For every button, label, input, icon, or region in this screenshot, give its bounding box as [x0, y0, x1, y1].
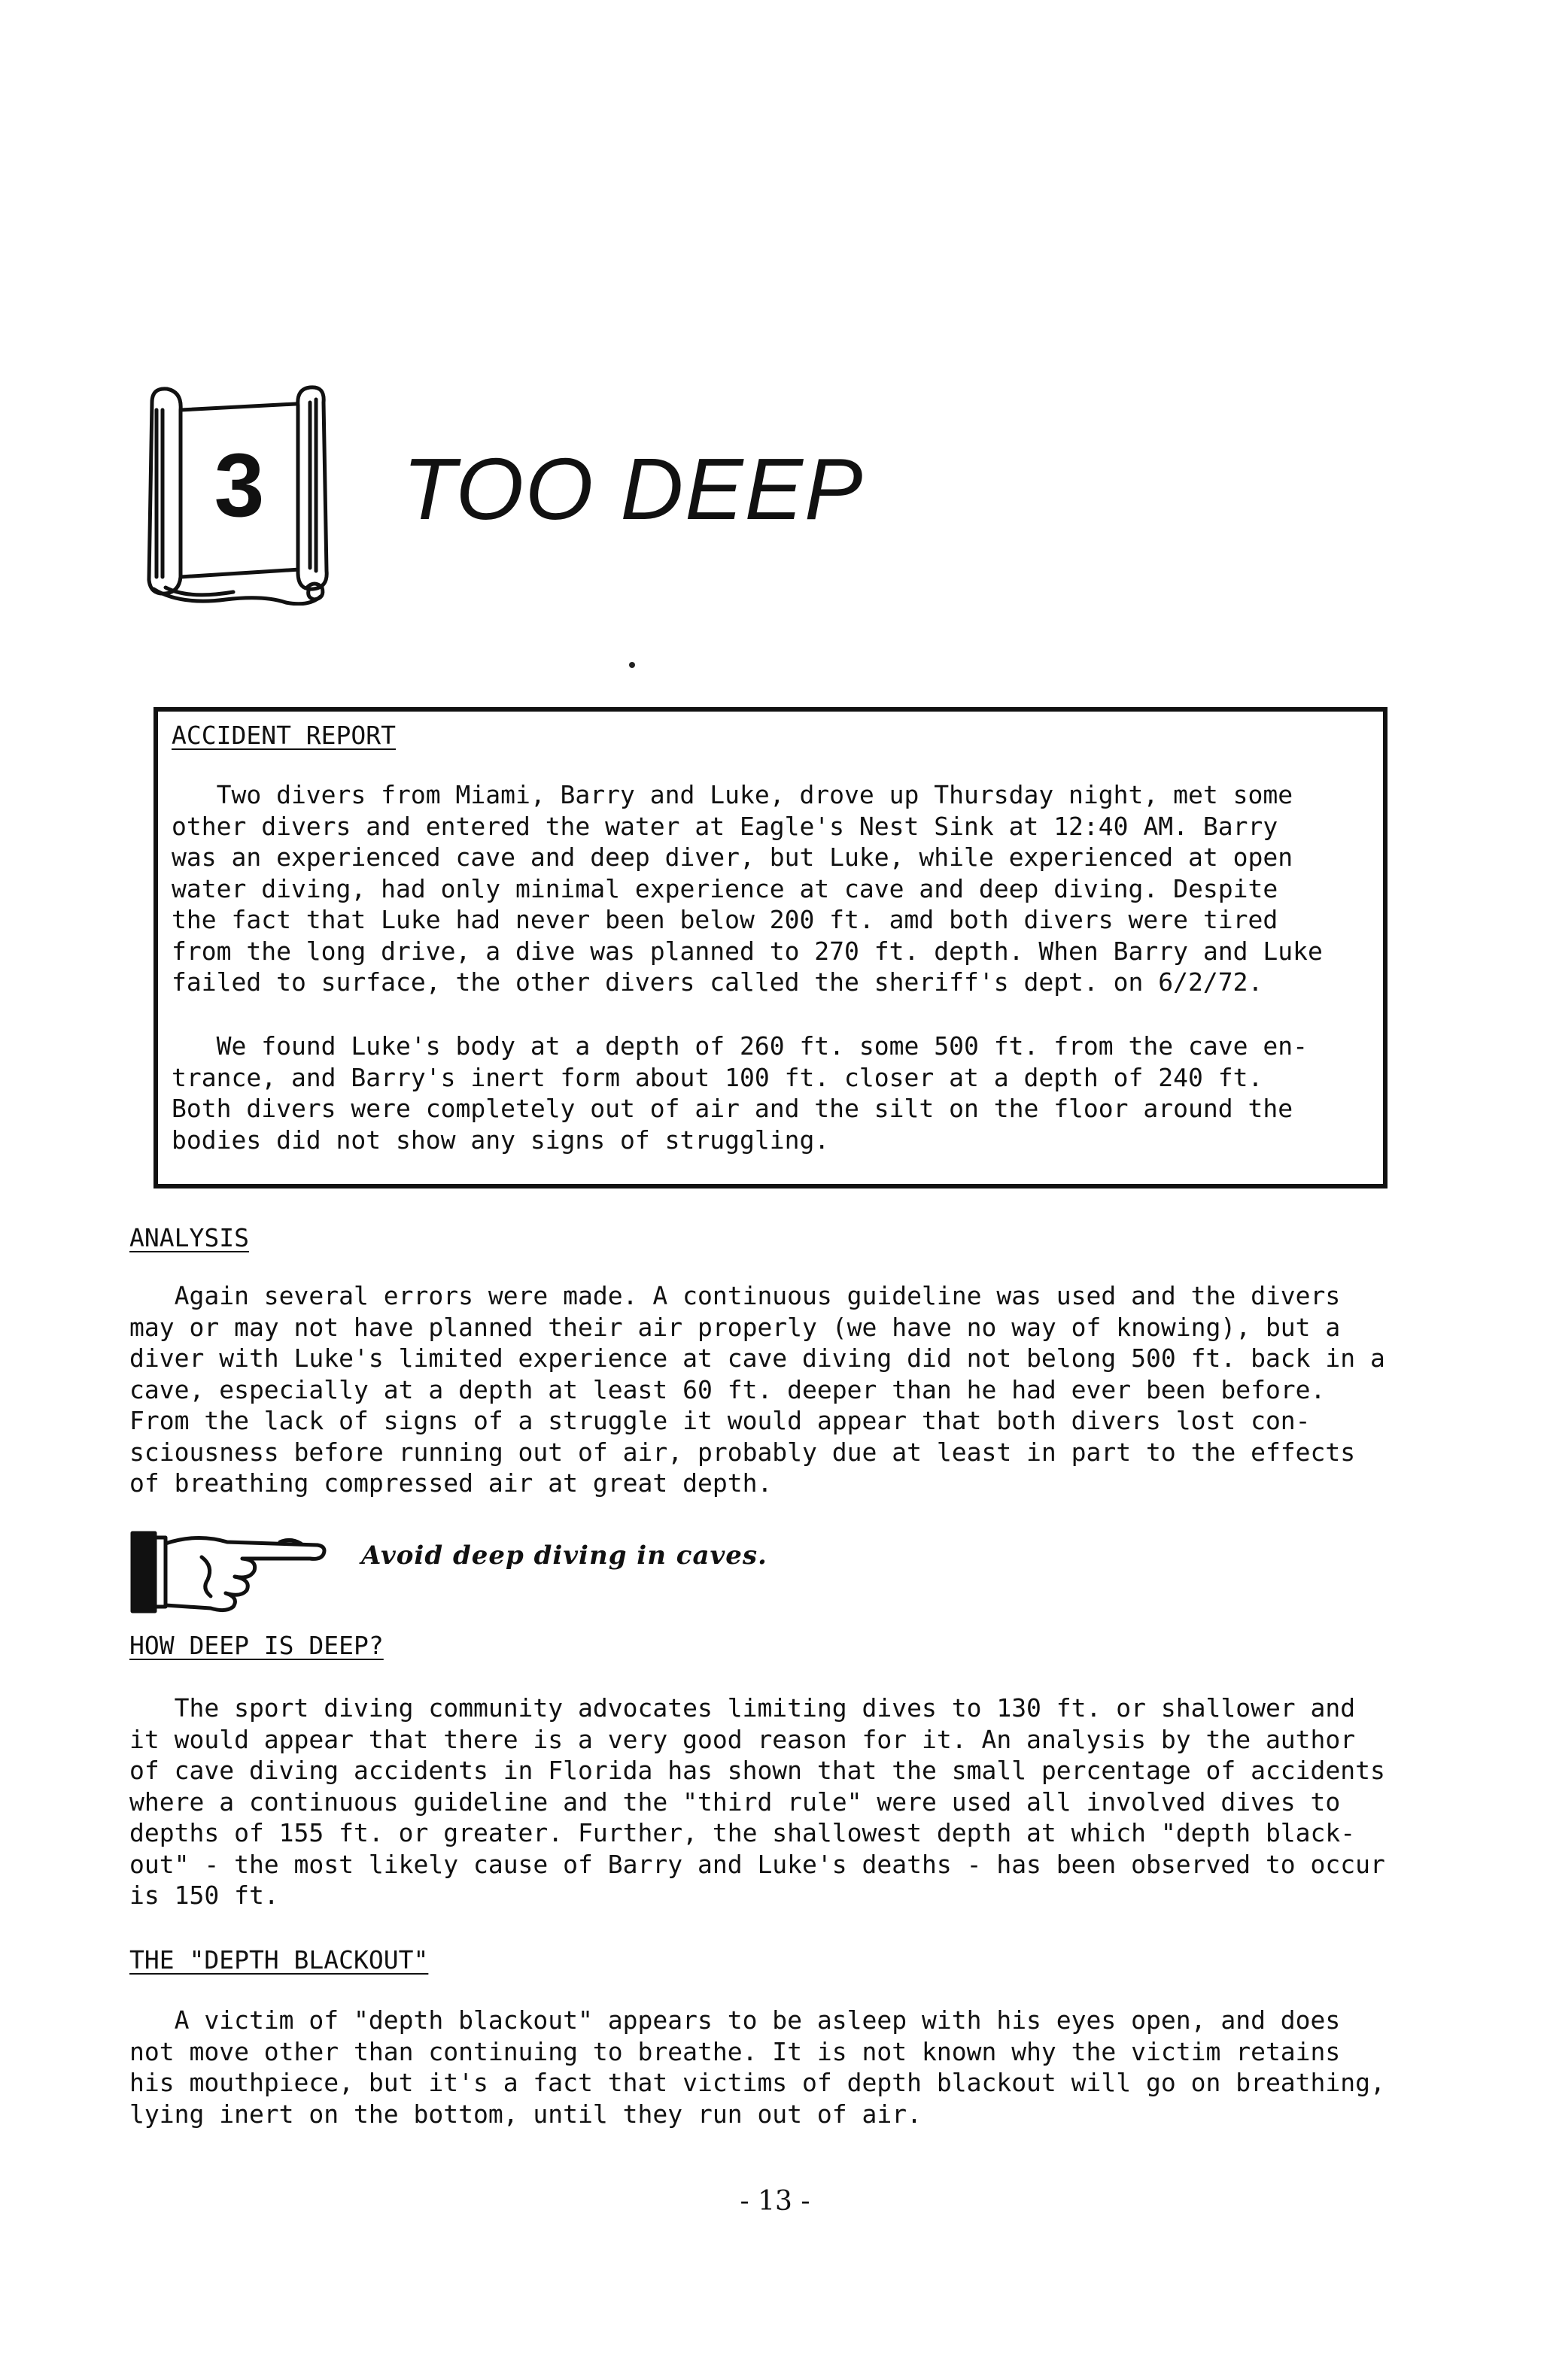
analysis-heading: ANALYSIS: [129, 1223, 249, 1252]
analysis-paragraph: Again several errors were made. A continuous guideline was used and the divers may or may not have planned their air properly (we have no way of knowing), but a diver with Luke's limited experience at cave diving did not belong 500 ft. back in a cave, especially at a depth at least 60 ft. deeper than he had ever been before. From the lack of signs of a struggle it would appear that both divers lost con- sciousness before running out of air, probably due at least in part to the effects of breathing compressed air at great depth.: [129, 1281, 1385, 1498]
note-text: Avoid deep diving in caves.: [361, 1541, 767, 1571]
depth-blackout-paragraph: A victim of "depth blackout" appears to be asleep with his eyes open, and does not move other than continuing to breathe. It is not known why the victim retains his mouthpiece, but it's a fact that victims of depth blackout will go on breathing, lying inert on the bottom, until they run out of air.: [129, 2005, 1385, 2129]
accident-report-paragraph-1: Two divers from Miami, Barry and Luke, drove up Thursday night, met some other divers and entered the water at Eagle's Nest Sink at 12:40 AM. Barry was an experienced cave and deep diver, but Luke, while experienced at open water diving, had only minimal experience at cave and deep diving. Despite the fact that Luke had never been below 200 ft. amd both divers were tired from the long drive, a dive was planned to 270 ft. depth. When Barry and Luke failed to surface, the other divers called the sheriff's dept. on 6/2/72.: [172, 780, 1323, 997]
accident-report-paragraph-2: We found Luke's body at a depth of 260 ft. some 500 ft. from the cave en- trance, and Barry's inert form about 100 ft. closer at a depth of 240 ft. Both divers were completely out of air and the silt on the floor around the bodies did not show any signs of struggling.: [172, 1031, 1308, 1155]
pointing-hand-icon: [129, 1527, 333, 1617]
how-deep-heading: HOW DEEP IS DEEP?: [129, 1631, 384, 1660]
chapter-number: 3: [214, 435, 265, 536]
chapter-title: TOO DEEP: [403, 440, 865, 538]
print-speck: [629, 662, 635, 668]
accident-report-heading: ACCIDENT REPORT: [172, 721, 397, 750]
how-deep-paragraph: The sport diving community advocates limiting dives to 130 ft. or shallower and it would appear that there is a very good reason for it. An analysis by the author of cave diving accidents in Florida has shown that the small percentage of accidents where a continuous guideline and the "third rule" were used all involved dives to depths of 155 ft. or greater. Further, the shallowest depth at which "depth black- out" - the most likely cause of Barry and Luke's deaths - has been observed to occur is 150 ft.: [129, 1693, 1385, 1910]
depth-blackout-heading: THE "DEPTH BLACKOUT": [129, 1945, 429, 1975]
page-number: - 13 -: [740, 2186, 810, 2217]
